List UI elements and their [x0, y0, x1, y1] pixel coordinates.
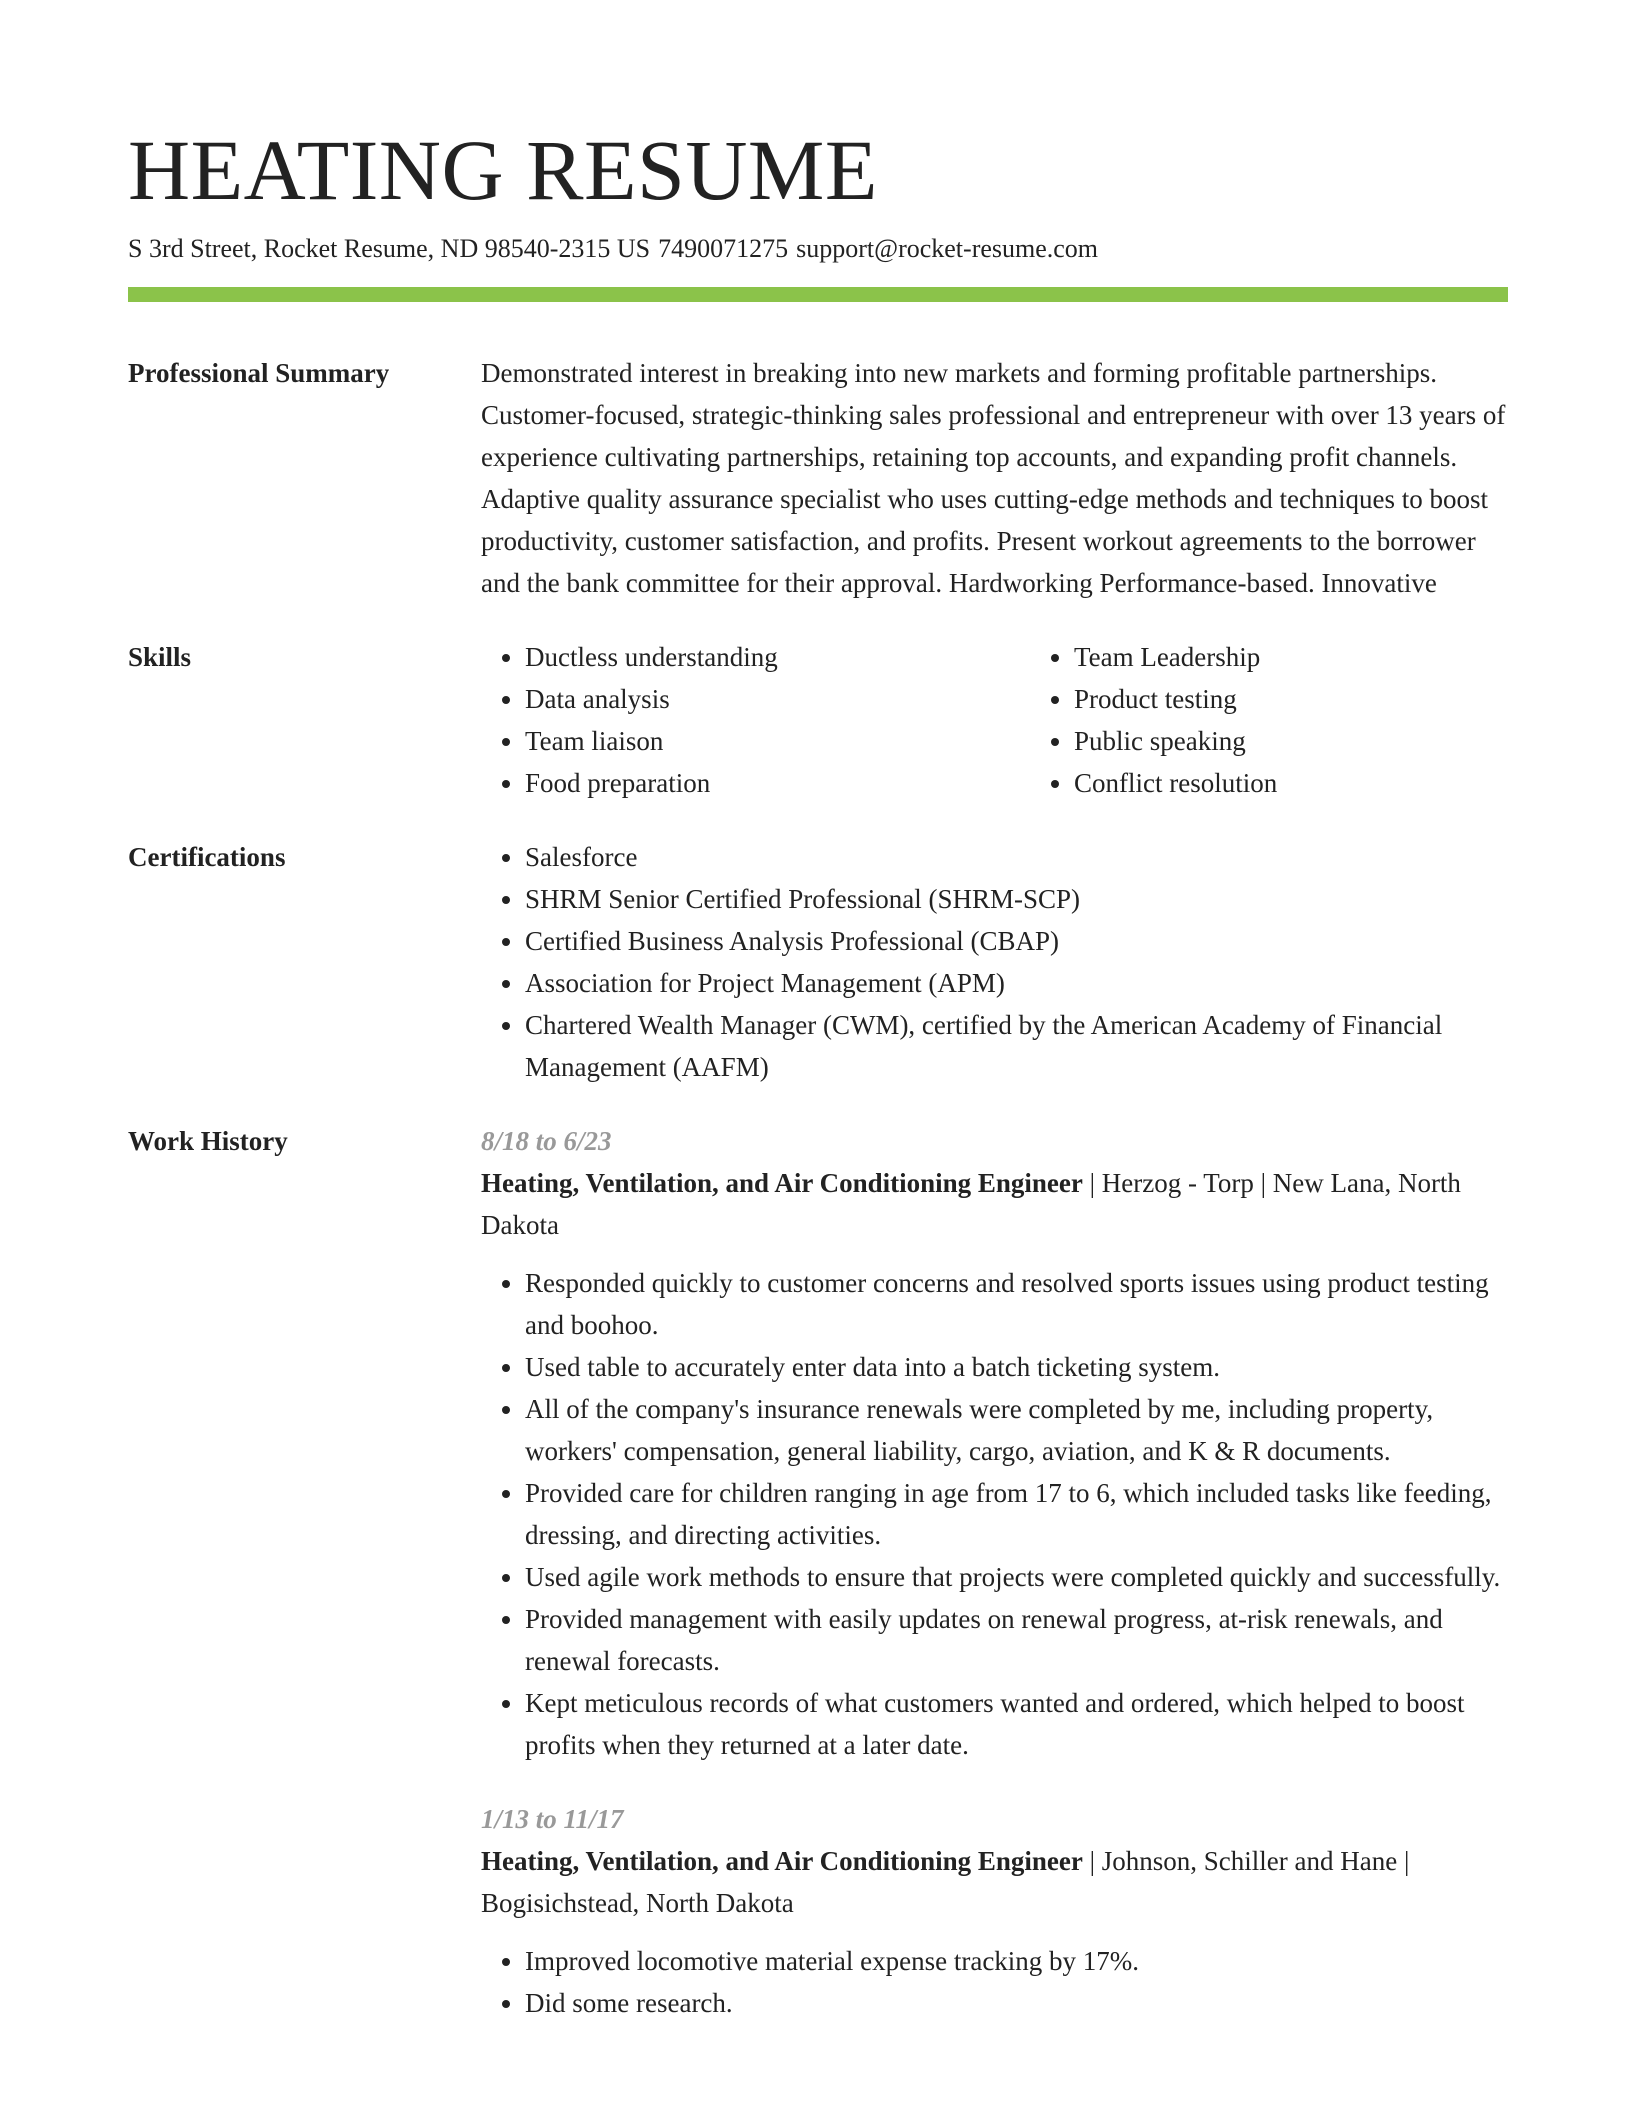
skill-item: • Team Leadership — [1074, 636, 1579, 678]
contact-phone: 7490071275 — [658, 234, 789, 263]
certification-item: • Chartered Wealth Manager (CWM), certified by the American Academy of Financial Management (AAFM) — [525, 1004, 1508, 1088]
skills-section — [128, 636, 1508, 804]
section-title-work-history: Work History — [128, 1126, 288, 1156]
summary-text: Demonstrated interest in breaking into new markets and forming profitable partnerships. Customer-focused, strategic-thinking sales professional and entrepreneur with over 13 years of experience cultivating partnerships, retaining top accounts, and expanding profit channels. Adaptive quality assurance specialist who uses cutting-edge methods and techniques to boost productivity, customer satisfaction, and profits. Present workout agreements to the borrower and the bank committee for their approval. Hardworking Performance-based. Innovative — [481, 358, 1506, 598]
job-bullets — [481, 1262, 1508, 1766]
skill-item: • Team liaison — [525, 720, 1030, 762]
job-bullets — [481, 1940, 1508, 2024]
skills-columns — [481, 636, 1508, 804]
job-title: Heating, Ventilation, and Air Conditioning Engineer — [481, 1846, 1083, 1876]
job-location: Bogisichstead, North Dakota — [481, 1888, 794, 1918]
job-entry — [481, 1120, 1508, 1766]
certification-item: • Association for Project Management (APM) — [525, 962, 1508, 1004]
job-location: New Lana, North Dakota — [481, 1168, 1461, 1240]
job-bullet: • Kept meticulous records of what customers wanted and ordered, which helped to boost profits when they returned at a later date. — [525, 1682, 1508, 1766]
header-divider — [128, 287, 1508, 302]
job-bullet: • Responded quickly to customer concerns and resolved sports issues using product testing and boohoo. — [525, 1262, 1508, 1346]
certifications-section — [128, 836, 1508, 1088]
contact-line — [128, 232, 1508, 266]
certifications-body — [481, 836, 1508, 1088]
job-header: Heating, Ventilation, and Air Conditioning Engineer | Johnson, Schiller and Hane | Bogisichstead, North Dakota — [481, 1846, 1410, 1918]
section-title-certifications: Certifications — [128, 842, 286, 872]
job-title: Heating, Ventilation, and Air Conditioning Engineer — [481, 1168, 1083, 1198]
job-dates: 1/13 to 11/17 — [481, 1804, 624, 1834]
certification-item: • SHRM Senior Certified Professional (SHRM-SCP) — [525, 878, 1508, 920]
certification-item: • Salesforce — [525, 836, 1508, 878]
skill-item: • Data analysis — [525, 678, 1030, 720]
job-entry — [481, 1798, 1508, 2024]
job-bullet: • Used table to accurately enter data into a batch ticketing system. — [525, 1346, 1508, 1388]
section-title-skills: Skills — [128, 642, 192, 672]
job-company: Johnson, Schiller and Hane — [1101, 1846, 1398, 1876]
work-history-section — [128, 1120, 1508, 2024]
resume-page — [128, 120, 1508, 2024]
job-bullet: • Provided care for children ranging in age from 17 to 6, which included tasks like feeding, dressing, and directing activities. — [525, 1472, 1508, 1556]
contact-email: support@rocket-resume.com — [796, 234, 1099, 263]
skill-item: • Public speaking — [1074, 720, 1579, 762]
job-bullet: • Used agile work methods to ensure that projects were completed quickly and successfully. — [525, 1556, 1508, 1598]
contact-address: S 3rd Street, Rocket Resume, ND 98540-2315 US — [128, 234, 651, 263]
skill-item: • Conflict resolution — [1074, 762, 1579, 804]
skill-item: • Food preparation — [525, 762, 1030, 804]
job-header: Heating, Ventilation, and Air Conditioning Engineer | Herzog - Torp | New Lana, North Dakota — [481, 1168, 1461, 1240]
work-history-body — [481, 1120, 1508, 2024]
job-company: Herzog - Torp — [1101, 1168, 1254, 1198]
summary-section — [128, 352, 1508, 604]
skill-item: • Product testing — [1074, 678, 1579, 720]
job-bullet: • Provided management with easily updates on renewal progress, at-risk renewals, and renewal forecasts. — [525, 1598, 1508, 1682]
job-bullet: • Improved locomotive material expense tracking by 17%. — [525, 1940, 1508, 1982]
skills-list-right — [1030, 636, 1579, 804]
job-dates: 8/18 to 6/23 — [481, 1126, 612, 1156]
skill-item: • Ductless understanding — [525, 636, 1030, 678]
skills-list-left — [481, 636, 1030, 804]
section-title-summary: Professional Summary — [128, 358, 390, 388]
job-bullet: • All of the company's insurance renewals were completed by me, including property, workers' compensation, general liability, cargo, aviation, and K & R documents. — [525, 1388, 1508, 1472]
resume-name: HEATING RESUME — [128, 122, 878, 218]
job-bullet: • Did some research. — [525, 1982, 1508, 2024]
certifications-list — [481, 836, 1508, 1088]
certification-item: • Certified Business Analysis Professional (CBAP) — [525, 920, 1508, 962]
